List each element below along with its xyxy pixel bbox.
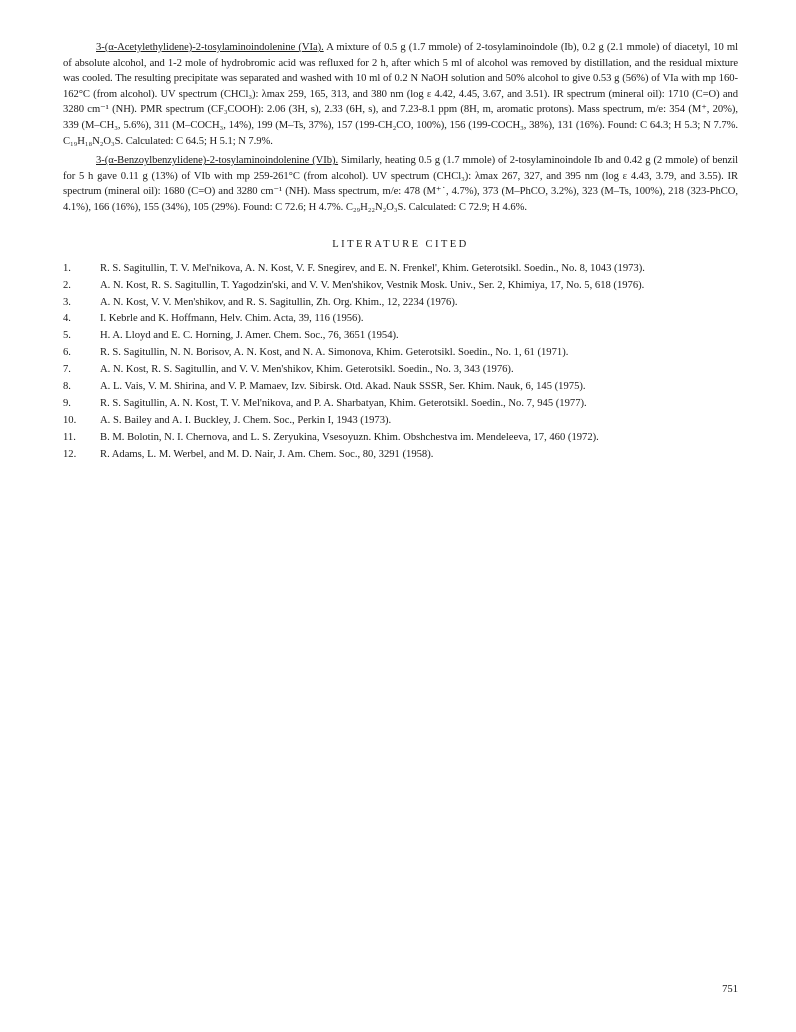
reference-text: A. N. Kost, R. S. Sagitullin, T. Yagodzin'ski, and V. V. Men'shikov, Vestnik Mosk. Univ., Ser. 2, Khimiya, 17, No. 5, 618 (1976). [100, 279, 645, 291]
reference-text: H. A. Lloyd and E. C. Horning, J. Amer. Chem. Soc., 76, 3651 (1954). [100, 330, 399, 342]
reference-text: A. S. Bailey and A. I. Buckley, J. Chem. Soc., Perkin I, 1943 (1973). [100, 415, 392, 427]
reference-number: 2. [63, 279, 71, 291]
reference-number: 12. [63, 449, 77, 461]
paragraph-body-vib: Similarly, heating 0.5 g (1.7 mmole) of 2-tosylaminoindole Ib and 0.42 g (2 mmole) of benzil for 5 h gave 0.11 g (13%) of VIb with mp 259-261°C (from alcohol). UV spectrum (CHCl₃): λmax 267, 327, and 395 nm (log ε 4.43, 3.79, and 3.55). IR spectrum (mineral oil): 1680 (C=O) and 3280 cm⁻¹ (NH). Mass spectrum, m/e: 478 (M⁺˙, 4.7%), 373 (M–PhCO, 3.2%), 323 (M–Ts, 100%), 218 (323-PhCO, 4.1%), 166 (16%), 155 (34%), 105 (29%). Found: C 72.6; H 4.7%. C₂₉H₂₂N₂O₃S. Calculated: C 72.9; H 4.6%. [63, 155, 738, 213]
reference-item [63, 328, 738, 344]
reference-number: 5. [63, 330, 71, 342]
reference-item [63, 379, 738, 395]
reference-item [63, 447, 738, 463]
reference-text: R. S. Sagitullin, A. N. Kost, T. V. Mel'nikova, and P. A. Sharbatyan, Khim. Geterotsikl. Soedin., No. 7, 945 (1977). [100, 398, 587, 410]
reference-number: 3. [63, 296, 71, 308]
compound-title-vib: 3-(α-Benzoylbenzylidene)-2-tosylaminoindolenine (VIb). [96, 155, 339, 167]
reference-text: A. L. Vais, V. M. Shirina, and V. P. Mamaev, Izv. Sibirsk. Otd. Akad. Nauk SSSR, Ser. Khim. Nauk, 6, 145 (1975). [100, 381, 586, 393]
reference-text: R. S. Sagitullin, T. V. Mel'nikova, A. N. Kost, V. F. Snegirev, and E. N. Frenkel', Khim. Geterotsikl. Soedin., No. 8, 1043 (1973). [100, 262, 645, 274]
reference-item [63, 345, 738, 361]
reference-item [63, 311, 738, 327]
reference-number: 4. [63, 313, 71, 325]
reference-number: 6. [63, 347, 71, 359]
paragraph-body-via: A mixture of 0.5 g (1.7 mmole) of 2-tosylaminoindole (Ib), 0.2 g (2.1 mmole) of diacetyl, 10 ml of absolute alcohol, and 1-2 mole of hydrobromic acid was refluxed for 2 h, after which 5 ml of alcohol was removed by distillation, and the residual mixture was cooled. The resulting precipitate was separated and washed with 10 ml of 0.2 N NaOH solution and 50% alcohol to give 0.53 g (56%) of VIa with mp 160-162°C (from alcohol). UV spectrum (CHCl₃): λmax 259, 165, 313, and 380 nm (log ε 4.42, 4.45, 3.67, and 3.51). IR spectrum (mineral oil): 1710 (C=O) and 3280 cm⁻¹ (NH). PMR spectrum (CF₃COOH): 2.06 (3H, s), 2.33 (6H, s), and 7.23-8.1 ppm (8H, m, aromatic protons). Mass spectrum, m/e: 354 (M⁺, 20%), 339 (M–CH₃, 5.6%), 311 (M–COCH₃, 14%), 199 (M–Ts, 37%), 157 (199-CH₂CO, 100%), 156 (199-COCH₃, 38%), 131 (16%). Found: C 64.3; H 5.3; N 7.7%. C₁₉H₁₈N₂O₃S. Calculated: C 64.5; H 5.1; N 7.9%. [63, 42, 738, 147]
literature-heading: LITERATURE CITED [332, 238, 469, 250]
reference-number: 7. [63, 364, 71, 376]
reference-number: 1. [63, 262, 71, 274]
paragraph-via [63, 40, 738, 149]
reference-text: A. N. Kost, V. V. Men'shikov, and R. S. Sagitullin, Zh. Org. Khim., 12, 2234 (1976). [100, 296, 458, 308]
reference-item [63, 295, 738, 311]
paragraph-vib [63, 153, 738, 215]
reference-item [63, 362, 738, 378]
page-number: 751 [722, 984, 738, 995]
reference-number: 10. [63, 415, 77, 427]
reference-text: I. Kebrle and K. Hoffmann, Helv. Chim. Acta, 39, 116 (1956). [100, 313, 364, 325]
reference-text: B. M. Bolotin, N. I. Chernova, and L. S. Zeryukina, Vsesoyuzn. Khim. Obshchestva im. Mendeleeva, 17, 460 (1972). [100, 432, 599, 444]
reference-text: R. Adams, L. M. Werbel, and M. D. Nair, J. Am. Chem. Soc., 80, 3291 (1958). [100, 449, 434, 461]
reference-item [63, 430, 738, 446]
reference-item [63, 413, 738, 429]
reference-text: A. N. Kost, R. S. Sagitullin, and V. V. Men'shikov, Khim. Geterotsikl. Soedin., No. 3, 343 (1976). [100, 364, 514, 376]
reference-number: 11. [63, 432, 76, 444]
reference-item [63, 278, 738, 294]
reference-list [63, 261, 738, 463]
page-content [63, 40, 738, 464]
reference-number: 9. [63, 398, 71, 410]
reference-text: R. S. Sagitullin, N. N. Borisov, A. N. Kost, and N. A. Simonova, Khim. Geterotsikl. Soedin., No. 1, 61 (1971). [100, 347, 569, 359]
compound-title-via: 3-(α-Acetylethylidene)-2-tosylaminoindolenine (VIa). [96, 42, 324, 53]
reference-item [63, 261, 738, 277]
reference-item [63, 396, 738, 412]
reference-number: 8. [63, 381, 71, 393]
